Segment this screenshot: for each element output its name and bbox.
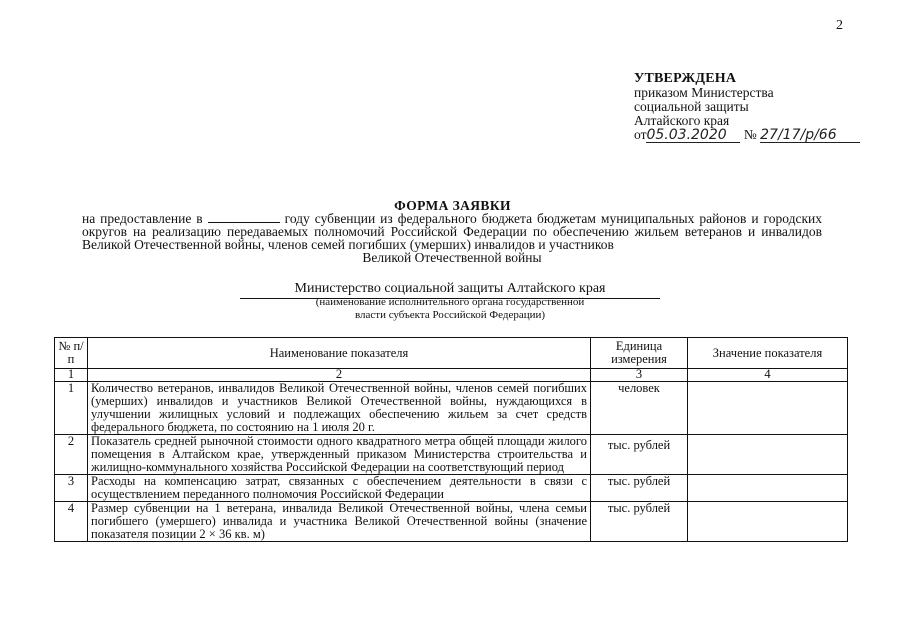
table-row [55, 502, 848, 542]
column-index: 1 [55, 369, 88, 382]
approval-stamp [634, 72, 860, 143]
description-last-line: Великой Отечественной войны [362, 250, 542, 265]
caption-line: власти субъекта Российской Федерации) [354, 309, 546, 321]
date-prefix: от [634, 127, 647, 142]
row-value[interactable] [688, 435, 848, 475]
page-number: 2 [836, 18, 843, 33]
row-num: 1 [55, 382, 88, 435]
approval-line: социальной защиты [634, 99, 749, 114]
row-unit: тыс. рублей [591, 435, 688, 475]
row-value[interactable] [688, 475, 848, 502]
column-index: 4 [688, 369, 848, 382]
description-body: году субвенции из федерального бюджета бюджетам муниципальных районов и городских округов на реализацию передаваемых полномочий Российской Федерации по обеспечению жильем ветеранов и инвалидов Великой Отечественной войны, членов семей погибших (умерших) инвалидов и участников [82, 211, 823, 252]
caption-line: (наименование исполнительного органа государственной [315, 296, 585, 308]
indicators-table [54, 337, 848, 542]
organization-caption [240, 296, 660, 322]
approval-title: УТВЕРЖДЕНА [634, 71, 737, 86]
header-name: Наименование показателя [88, 338, 591, 369]
table-row [55, 435, 848, 475]
row-name: Расходы на компенсацию затрат, связанных с обеспечением деятельности в связи с осуществлением переданного полномочия Российской Федерации [88, 475, 591, 502]
row-num: 3 [55, 475, 88, 502]
form-title: ФОРМА ЗАЯВКИ [394, 198, 511, 213]
table-row [55, 475, 848, 502]
row-value[interactable] [688, 502, 848, 542]
row-num: 2 [55, 435, 88, 475]
handwritten-number: 27/17/р/66 [760, 129, 860, 143]
approval-line: приказом Министерства [634, 85, 774, 100]
column-index: 2 [88, 369, 591, 382]
row-unit: человек [591, 382, 688, 435]
row-num: 4 [55, 502, 88, 542]
row-unit: тыс. рублей [591, 475, 688, 502]
header-unit: Единица измерения [591, 338, 688, 369]
column-index-row [55, 369, 848, 382]
column-index: 3 [591, 369, 688, 382]
row-name: Показатель средней рыночной стоимости одного квадратного метра общей площади жилого помещения в Алтайском крае, утвержденный приказом Министерства строительства и жилищно-коммунального хозяйства Российской Федерации на соответствующий период [88, 435, 591, 475]
description-start: на предоставление в [82, 211, 203, 226]
approval-line: Алтайского края [634, 113, 730, 128]
row-name: Количество ветеранов, инвалидов Великой Отечественной войны, членов семей погибших (умерших) инвалидов и участников Великой Отечественной войны, нуждающихся в улучшении жилищных условий и подлежащих обеспечению жильем за счет средств федерального бюджета, по состоянию на 1 июля 20 г. [88, 382, 591, 435]
number-prefix: № [743, 127, 757, 142]
header-num: № п/п [55, 338, 88, 369]
table-row [55, 382, 848, 435]
year-blank [208, 211, 280, 223]
table-header-row [55, 338, 848, 369]
form-description [82, 211, 822, 264]
approval-date-line [634, 128, 860, 143]
header-value: Значение показателя [688, 338, 848, 369]
organization-name: Министерство социальной защиты Алтайского края [240, 281, 660, 299]
row-unit: тыс. рублей [591, 502, 688, 542]
handwritten-date: 05.03.2020 [646, 129, 740, 143]
row-name: Размер субвенции на 1 ветерана, инвалида Великой Отечественной войны, члена семьи погибшего (умершего) инвалида и участника Великой Отечественной войны (значение показателя позиции 2 × 36 кв. м) [88, 502, 591, 542]
row-value[interactable] [688, 382, 848, 435]
